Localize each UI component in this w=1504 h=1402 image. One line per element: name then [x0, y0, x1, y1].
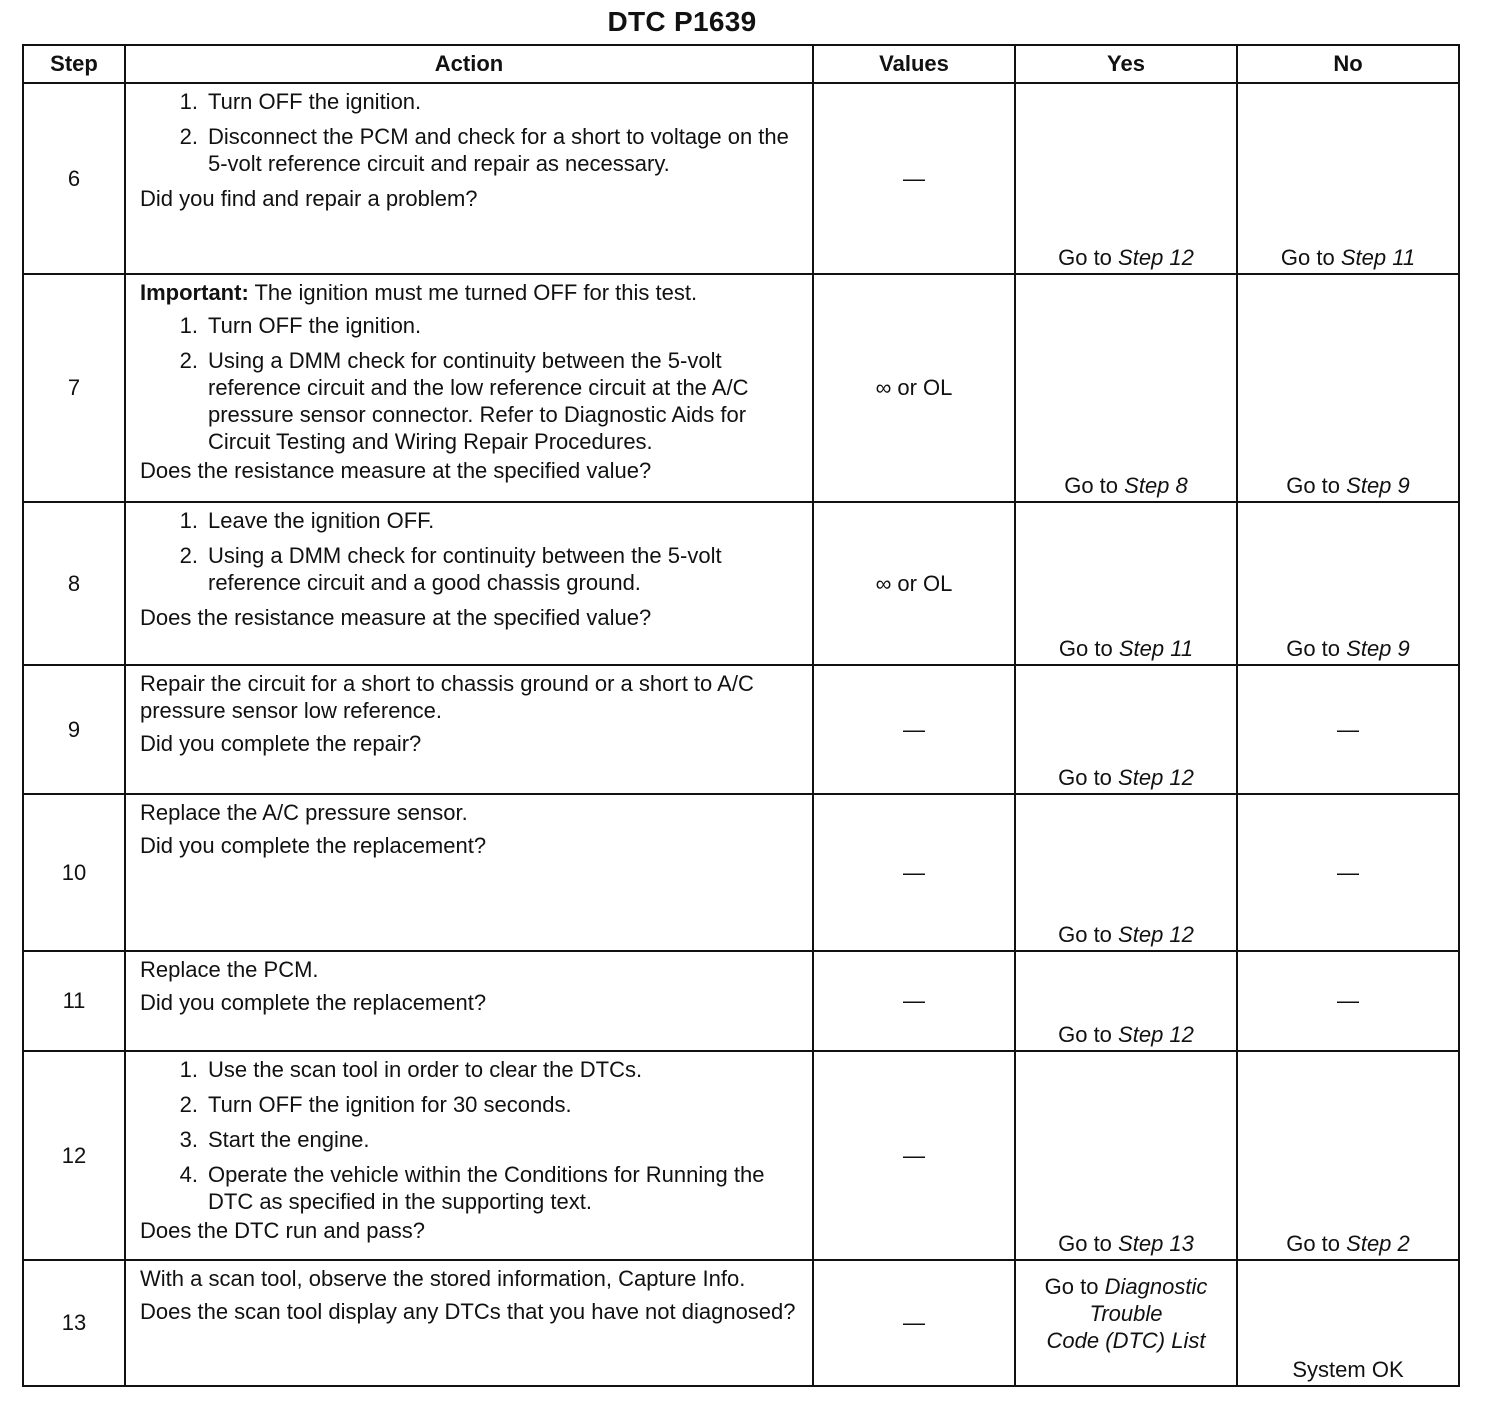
yes-cell: [1015, 1051, 1237, 1260]
yes-cell: [1015, 794, 1237, 951]
go-to-label: Go to: [1286, 473, 1341, 498]
go-to-label: Go to: [1044, 1274, 1099, 1299]
header-yes: Yes: [1015, 45, 1237, 83]
item-number: 2.: [179, 543, 198, 568]
question-text: Did you complete the replacement?: [140, 990, 487, 1015]
no-cell: [1237, 794, 1459, 951]
go-to-label: Go to: [1058, 765, 1112, 790]
item-text: Using a DMM check for continuity between the 5-volt reference circuit and a good chassis ground.: [208, 543, 722, 595]
action-text: Replace the PCM.: [140, 957, 319, 982]
header-row: [23, 45, 1459, 83]
go-to-label: Go to: [1280, 245, 1335, 270]
value-text: —: [1337, 859, 1359, 885]
header-values: Values: [813, 45, 1015, 83]
important-text: The ignition must me turned OFF for this test.: [254, 280, 698, 305]
value-text: —: [903, 859, 925, 885]
values-cell: [813, 794, 1015, 951]
dtc-list-link[interactable]: Diagnostic: [1104, 1274, 1208, 1299]
step-number: 9: [23, 665, 125, 794]
item-number: 1.: [179, 1057, 198, 1082]
dtc-list-link[interactable]: Code (DTC) List: [1046, 1328, 1206, 1353]
action-cell: [125, 274, 813, 502]
list-item: [140, 1126, 798, 1153]
yes-cell: [1015, 274, 1237, 502]
value-text: —: [1337, 716, 1359, 742]
yes-cell: [1015, 83, 1237, 274]
value-text: —: [903, 1310, 925, 1335]
item-number: 1.: [179, 313, 198, 338]
action-text: Repair the circuit for a short to chassis ground or a short to A/C pressure sensor low reference.: [140, 671, 754, 723]
item-number: 1.: [179, 89, 198, 114]
instruction-list: [140, 88, 798, 185]
step-link[interactable]: Step 12: [1118, 1022, 1194, 1047]
step-number: 7: [23, 274, 125, 502]
step-link[interactable]: Step 13: [1118, 1231, 1194, 1256]
go-to-label: Go to: [1064, 473, 1119, 498]
item-number: 4.: [179, 1162, 198, 1187]
no-cell: [1237, 274, 1459, 502]
step-link[interactable]: Step 12: [1118, 922, 1194, 947]
question-text: Does the resistance measure at the specified value?: [140, 605, 652, 630]
item-number: 2.: [179, 348, 198, 373]
table-row: [23, 1260, 1459, 1386]
list-item: [140, 312, 798, 339]
action-cell: [125, 951, 813, 1051]
go-to-label: Go to: [1058, 636, 1113, 661]
yes-cell: [1015, 951, 1237, 1051]
table-row: [23, 502, 1459, 665]
action-text: Replace the A/C pressure sensor.: [140, 800, 468, 825]
go-to-label: Go to: [1058, 1022, 1112, 1047]
values-cell: [813, 502, 1015, 665]
item-text: Turn OFF the ignition for 30 seconds.: [208, 1092, 572, 1117]
table-row: [23, 1051, 1459, 1260]
item-text: Leave the ignition OFF.: [208, 508, 435, 533]
question-text: Does the DTC run and pass?: [140, 1218, 425, 1243]
question-text: Did you complete the replacement?: [140, 833, 487, 858]
item-number: 2.: [179, 124, 198, 149]
step-link[interactable]: Step 11: [1340, 245, 1416, 270]
question-text: Did you complete the repair?: [140, 731, 422, 756]
action-cell: [125, 1051, 813, 1260]
step-link[interactable]: Step 9: [1346, 473, 1410, 498]
step-number: 11: [23, 951, 125, 1051]
list-item: [140, 1091, 798, 1118]
list-item: [140, 1161, 798, 1215]
yes-cell: [1015, 502, 1237, 665]
go-to-label: Go to: [1058, 245, 1112, 270]
page-title: DTC P1639: [607, 6, 757, 37]
step-number: 12: [23, 1051, 125, 1260]
go-to-label: Go to: [1058, 1231, 1112, 1256]
values-cell: [813, 83, 1015, 274]
step-number: 6: [23, 83, 125, 274]
table-row: [23, 794, 1459, 951]
header-step: Step: [23, 45, 125, 83]
step-link[interactable]: Step 2: [1346, 1231, 1410, 1256]
values-cell: [813, 951, 1015, 1051]
table-row: [23, 274, 1459, 502]
header-action: Action: [125, 45, 813, 83]
value-text: ∞ or OL: [875, 375, 953, 400]
action-text: With a scan tool, observe the stored information, Capture Info.: [140, 1266, 746, 1291]
no-cell: [1237, 951, 1459, 1051]
step-number: 10: [23, 794, 125, 951]
list-item: [140, 347, 798, 455]
no-cell: [1237, 1260, 1459, 1386]
step-link[interactable]: Step 11: [1118, 636, 1194, 661]
value-text: ∞ or OL: [875, 570, 953, 596]
no-cell: [1237, 502, 1459, 665]
step-link[interactable]: Step 12: [1118, 245, 1194, 270]
instruction-list: [140, 312, 798, 455]
no-cell: [1237, 1051, 1459, 1260]
table-row: [23, 951, 1459, 1051]
item-number: 2.: [179, 1092, 198, 1117]
item-number: 1.: [179, 508, 198, 533]
list-item: [140, 507, 798, 534]
values-cell: [813, 274, 1015, 502]
action-cell: [125, 83, 813, 274]
action-cell: [125, 794, 813, 951]
value-text: —: [1337, 988, 1359, 1013]
step-link[interactable]: Step 8: [1124, 473, 1188, 498]
step-number: 8: [23, 502, 125, 665]
item-text: Start the engine.: [208, 1127, 370, 1152]
item-number: 3.: [179, 1127, 198, 1152]
yes-cell: [1015, 665, 1237, 794]
list-item: [140, 123, 798, 177]
value-text: —: [903, 988, 925, 1013]
important-note: [140, 279, 798, 306]
no-cell: [1237, 665, 1459, 794]
values-cell: [813, 1260, 1015, 1386]
question-text: Did you find and repair a problem?: [140, 186, 478, 211]
dtc-list-link[interactable]: Trouble: [1089, 1301, 1163, 1326]
action-cell: [125, 1260, 813, 1386]
item-text: Turn OFF the ignition.: [208, 89, 422, 114]
item-text: Disconnect the PCM and check for a short to voltage on the 5-volt reference circuit and repair as necessary.: [208, 124, 789, 176]
instruction-list: [140, 507, 798, 604]
go-to-label: Go to: [1286, 636, 1341, 661]
question-text: Does the scan tool display any DTCs that you have not diagnosed?: [140, 1299, 796, 1324]
item-text: Using a DMM check for continuity between the 5-volt reference circuit and the low reference circuit at the A/C pressure sensor connector. Refer to Diagnostic Aids for Circuit Testing and Wiring Repair Procedures.: [208, 348, 749, 454]
step-link[interactable]: Step 12: [1118, 765, 1194, 790]
table-row: [23, 665, 1459, 794]
no-result-text: System OK: [1292, 1357, 1404, 1382]
instruction-list: [140, 1056, 798, 1217]
value-text: —: [903, 716, 925, 742]
yes-cell: [1015, 1260, 1237, 1386]
action-cell: [125, 665, 813, 794]
action-cell: [125, 502, 813, 665]
value-text: —: [903, 1142, 925, 1168]
item-text: Use the scan tool in order to clear the DTCs.: [208, 1057, 643, 1082]
dtc-table: [22, 44, 1460, 1387]
values-cell: [813, 1051, 1015, 1260]
no-cell: [1237, 83, 1459, 274]
go-to-label: Go to: [1058, 922, 1112, 947]
values-cell: [813, 665, 1015, 794]
question-text: Does the resistance measure at the specified value?: [140, 458, 652, 483]
table-row: [23, 83, 1459, 274]
step-link[interactable]: Step 9: [1346, 636, 1410, 661]
header-no: No: [1237, 45, 1459, 83]
step-number: 13: [23, 1260, 125, 1386]
important-label: Important:: [140, 280, 249, 305]
value-text: —: [903, 165, 925, 191]
item-text: Turn OFF the ignition.: [208, 313, 422, 338]
list-item: [140, 542, 798, 596]
go-to-label: Go to: [1286, 1231, 1341, 1256]
list-item: [140, 1056, 798, 1083]
item-text: Operate the vehicle within the Conditions for Running the DTC as specified in the supporting text.: [208, 1162, 765, 1214]
list-item: [140, 88, 798, 115]
